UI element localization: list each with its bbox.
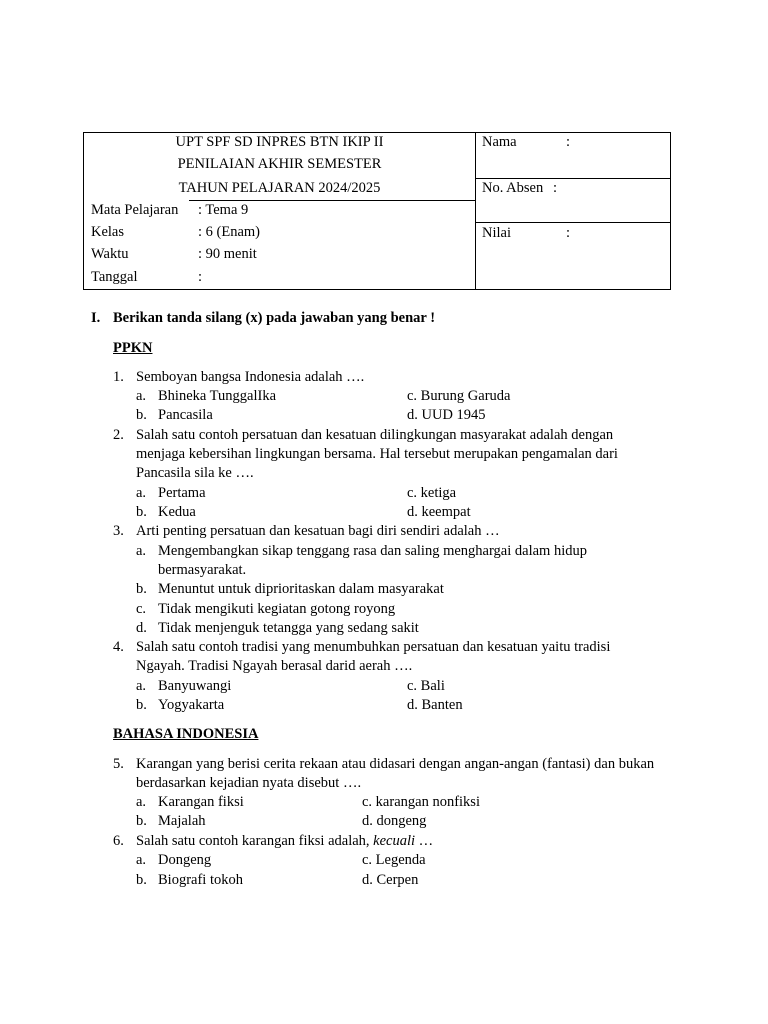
option-letter: a. bbox=[136, 852, 147, 868]
academic-year: TAHUN PELAJARAN 2024/2025 bbox=[178, 180, 381, 196]
header-rule bbox=[189, 200, 475, 201]
option-letter: a. bbox=[136, 485, 147, 501]
question-text-suffix: … bbox=[415, 833, 434, 849]
absen-colon: : bbox=[553, 180, 558, 196]
option-c: c. Legenda bbox=[362, 852, 426, 868]
option-b: Biografi tokoh bbox=[158, 872, 243, 888]
section-instruction: Berikan tanda silang (x) pada jawaban yang benar ! bbox=[113, 310, 436, 326]
option-letter: b. bbox=[136, 697, 147, 713]
subject-title-ppkn: PPKN bbox=[113, 340, 153, 356]
section-number: I. bbox=[91, 310, 101, 326]
option-a: Mengembangkan sikap tenggang rasa dan saling menghargai dalam hidup bbox=[158, 543, 587, 559]
question-number: 4. bbox=[113, 639, 124, 655]
name-label: Nama bbox=[482, 134, 517, 150]
field-value-date: : bbox=[198, 269, 203, 285]
absen-label: No. Absen bbox=[482, 180, 544, 196]
header-rule bbox=[475, 178, 671, 179]
option-letter: a. bbox=[136, 388, 147, 404]
option-b: Pancasila bbox=[158, 407, 213, 423]
option-letter: b. bbox=[136, 581, 147, 597]
option-a: Dongeng bbox=[158, 852, 212, 868]
option-b: Yogyakarta bbox=[158, 697, 225, 713]
option-c: c. ketiga bbox=[407, 485, 457, 501]
option-letter: a. bbox=[136, 678, 147, 694]
question-text-emphasis: kecuali bbox=[373, 833, 416, 849]
question-text: Semboyan bangsa Indonesia adalah …. bbox=[136, 369, 365, 385]
question-number: 5. bbox=[113, 756, 124, 772]
question-number: 1. bbox=[113, 369, 124, 385]
option-c: c. Bali bbox=[407, 678, 445, 694]
question-text: Salah satu contoh persatuan dan kesatuan dilingkungan masyarakat adalah dengan bbox=[136, 427, 614, 443]
name-colon: : bbox=[566, 134, 571, 150]
question-text bbox=[136, 834, 433, 849]
option-b: Kedua bbox=[158, 504, 196, 520]
question-text-prefix: Salah satu contoh karangan fiksi adalah, bbox=[136, 833, 374, 849]
option-a-cont: bermasyarakat. bbox=[158, 562, 247, 578]
option-b: Majalah bbox=[158, 813, 206, 829]
field-value-time: : 90 menit bbox=[198, 246, 257, 262]
option-letter: b. bbox=[136, 872, 147, 888]
option-d: d. Cerpen bbox=[362, 872, 419, 888]
score-label: Nilai bbox=[482, 225, 511, 241]
field-label-time: Waktu bbox=[91, 246, 129, 262]
field-label-subject: Mata Pelajaran bbox=[91, 202, 179, 218]
score-colon: : bbox=[566, 225, 571, 241]
question-number: 3. bbox=[113, 523, 124, 539]
option-d: d. Banten bbox=[407, 697, 463, 713]
option-letter: d. bbox=[136, 620, 147, 636]
option-letter: a. bbox=[136, 794, 147, 810]
option-c: c. Burung Garuda bbox=[407, 388, 511, 404]
header-divider bbox=[475, 132, 476, 290]
header-rule bbox=[475, 222, 671, 223]
option-d: d. UUD 1945 bbox=[407, 407, 486, 423]
field-value-subject: : Tema 9 bbox=[198, 202, 249, 218]
option-letter: b. bbox=[136, 407, 147, 423]
option-letter: b. bbox=[136, 813, 147, 829]
option-c: c. karangan nonfiksi bbox=[362, 794, 480, 810]
question-text: Karangan yang berisi cerita rekaan atau didasari dengan angan-angan (fantasi) dan bukan bbox=[136, 756, 655, 772]
option-a: Bhineka TunggalIka bbox=[158, 388, 277, 404]
option-a: Banyuwangi bbox=[158, 678, 232, 694]
question-text: Salah satu contoh tradisi yang menumbuhkan persatuan dan kesatuan yaitu tradisi bbox=[136, 639, 611, 655]
field-label-date: Tanggal bbox=[91, 269, 138, 285]
field-label-class: Kelas bbox=[91, 224, 125, 240]
option-c: Tidak mengikuti kegiatan gotong royong bbox=[158, 601, 396, 617]
question-text: Arti penting persatuan dan kesatuan bagi diri sendiri adalah … bbox=[136, 523, 500, 539]
option-d: d. keempat bbox=[407, 504, 471, 520]
option-b: Menuntut untuk diprioritaskan dalam masyarakat bbox=[158, 581, 444, 597]
question-text: berdasarkan kejadian nyata disebut …. bbox=[136, 775, 362, 791]
question-text: menjaga kebersihan lingkungan bersama. Hal tersebut merupakan pengamalan dari bbox=[136, 446, 618, 462]
option-d: d. dongeng bbox=[362, 813, 427, 829]
question-text: Ngayah. Tradisi Ngayah berasal darid aerah …. bbox=[136, 658, 413, 674]
option-letter: c. bbox=[136, 601, 147, 617]
option-a: Karangan fiksi bbox=[158, 794, 244, 810]
field-value-class: : 6 (Enam) bbox=[198, 224, 261, 240]
question-number: 2. bbox=[113, 427, 124, 443]
exam-title: PENILAIAN AKHIR SEMESTER bbox=[177, 156, 382, 172]
option-letter: b. bbox=[136, 504, 147, 520]
school-name: UPT SPF SD INPRES BTN IKIP II bbox=[175, 134, 384, 150]
option-letter: a. bbox=[136, 543, 147, 559]
subject-title-bahasa: BAHASA INDONESIA bbox=[113, 726, 259, 742]
option-a: Pertama bbox=[158, 485, 206, 501]
question-number: 6. bbox=[113, 833, 124, 849]
option-d: Tidak menjenguk tetangga yang sedang sakit bbox=[158, 620, 419, 636]
question-text: Pancasila sila ke …. bbox=[136, 465, 254, 481]
